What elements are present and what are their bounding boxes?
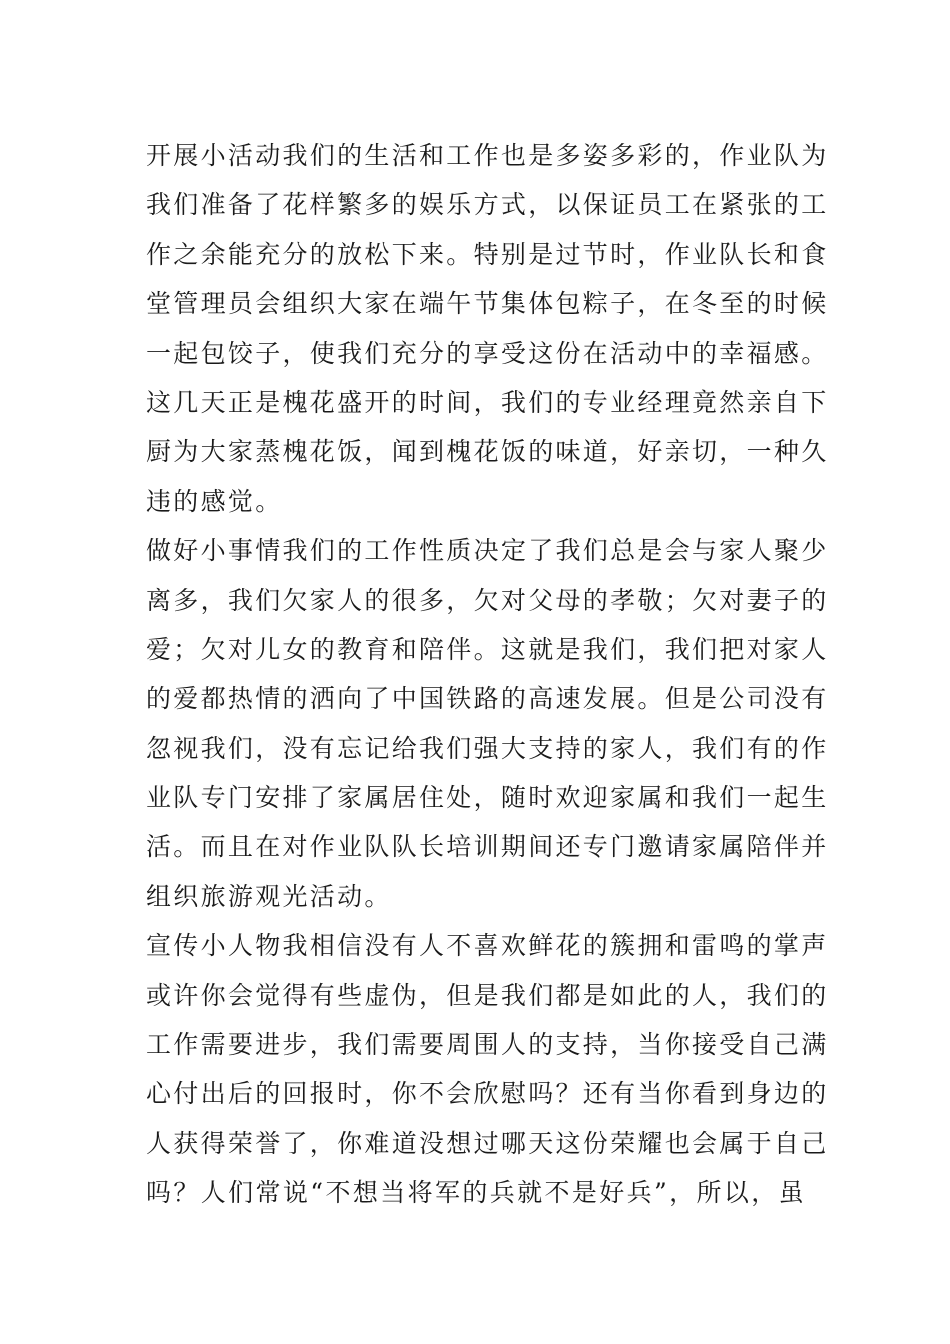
- text-line: 组织旅游观光活动。: [146, 881, 392, 911]
- text-line: 人获得荣誉了，你难道没想过哪天这份荣耀也会属于自己: [146, 1128, 829, 1158]
- text-line: 心付出后的回报时，你不会欣慰吗？还有当你看到身边的: [146, 1079, 829, 1109]
- text-line: 或许你会觉得有些虚伪，但是我们都是如此的人，我们的: [146, 980, 829, 1010]
- document-body: [146, 131, 829, 1218]
- text-line: 活。而且在对作业队队长培训期间还专门邀请家属陪伴并: [146, 832, 829, 862]
- text-line: 违的感觉。: [146, 486, 283, 516]
- text-line: 堂管理员会组织大家在端午节集体包粽子，在冬至的时候: [146, 289, 829, 319]
- text-line: 我们准备了花样繁多的娱乐方式，以保证员工在紧张的工: [146, 190, 829, 220]
- text-line: 离多，我们欠家人的很多，欠对父母的孝敬；欠对妻子的: [146, 585, 829, 615]
- text-line: 宣传小人物我相信没有人不喜欢鲜花的簇拥和雷鸣的掌声: [146, 931, 829, 961]
- text-line: 吗？人们常说“不想当将军的兵就不是好兵”，所以，虽: [146, 1178, 806, 1208]
- text-line: 开展小活动我们的生活和工作也是多姿多彩的，作业队为: [146, 141, 829, 170]
- text-line: 作之余能充分的放松下来。特别是过节时，作业队长和食: [146, 239, 829, 269]
- text-line: 工作需要进步，我们需要周围人的支持，当你接受自己满: [146, 1030, 829, 1060]
- paragraph-activities: [146, 131, 829, 526]
- text-line: 的爱都热情的洒向了中国铁路的高速发展。但是公司没有: [146, 684, 829, 714]
- text-line: 做好小事情我们的工作性质决定了我们总是会与家人聚少: [146, 536, 829, 566]
- text-line: 业队专门安排了家属居住处，随时欢迎家属和我们一起生: [146, 783, 829, 813]
- text-line: 这几天正是槐花盛开的时间，我们的专业经理竟然亲自下: [146, 387, 829, 417]
- text-line: 厨为大家蒸槐花饭，闻到槐花饭的味道，好亲切，一种久: [146, 437, 829, 467]
- text-line: 爱；欠对儿女的教育和陪伴。这就是我们，我们把对家人: [146, 634, 829, 664]
- text-line: 忽视我们，没有忘记给我们强大支持的家人，我们有的作: [146, 733, 829, 763]
- paragraph-family: [146, 526, 829, 921]
- text-line: 一起包饺子，使我们充分的享受这份在活动中的幸福感。: [146, 338, 829, 368]
- paragraph-recognition: [146, 921, 829, 1217]
